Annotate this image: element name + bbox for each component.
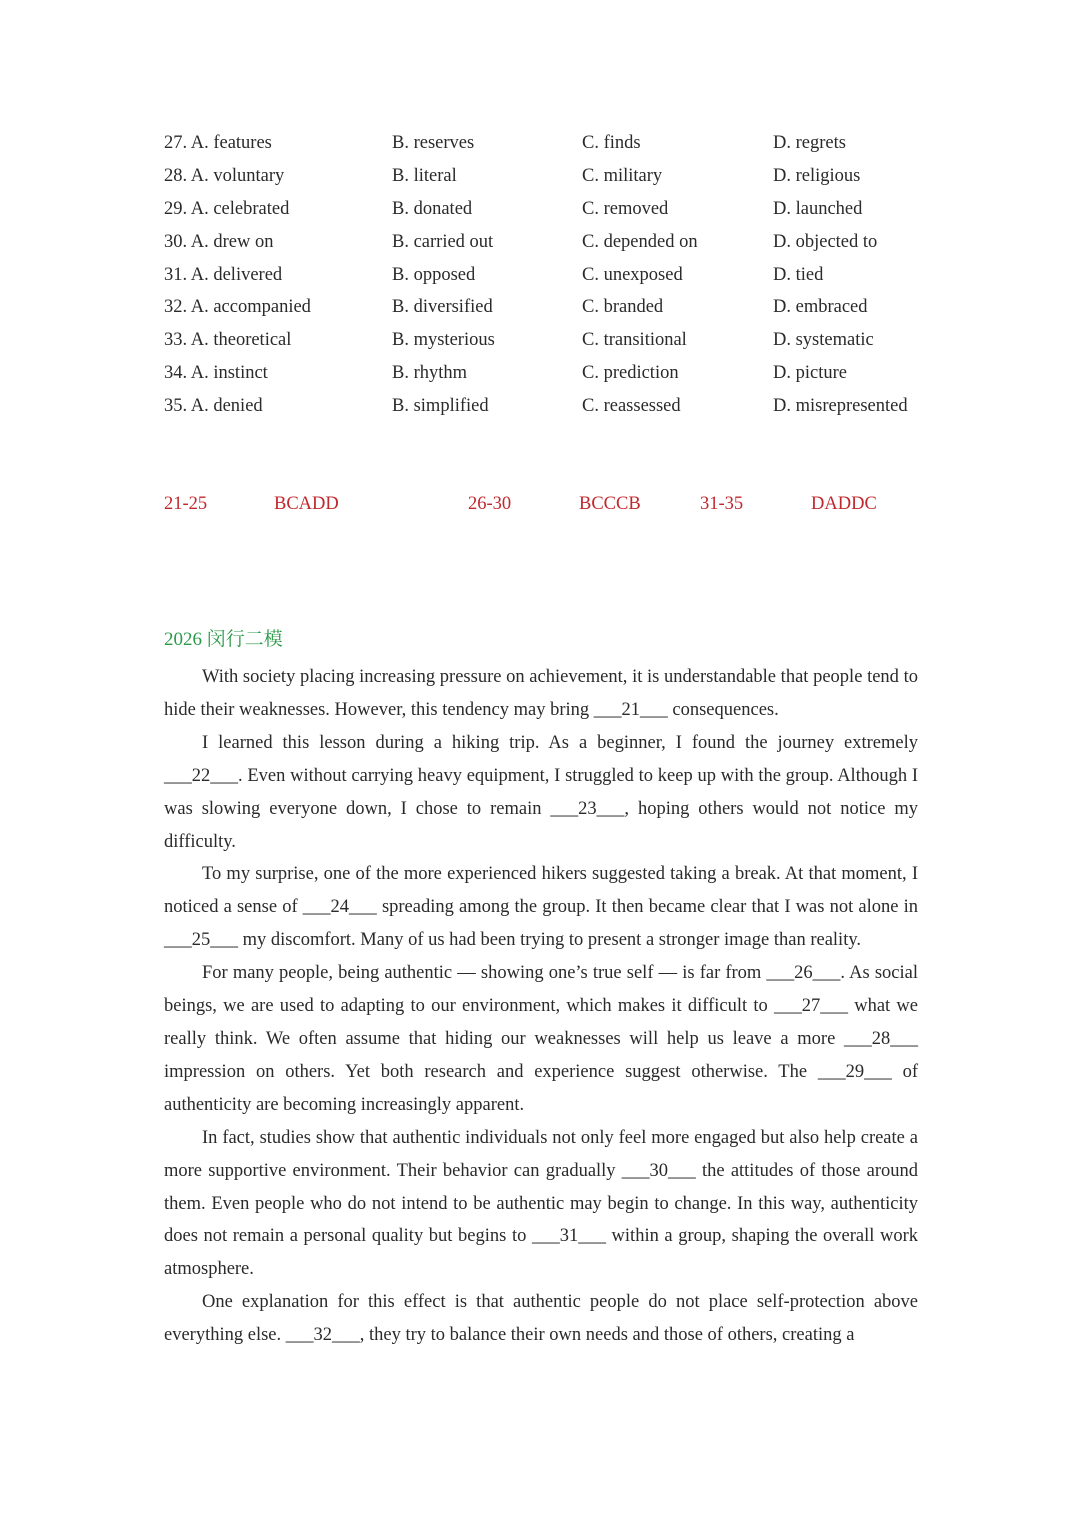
option-a: 29. A. celebrated — [164, 198, 290, 219]
option-c: C. prediction — [582, 363, 679, 384]
option-b: B. rhythm — [392, 363, 468, 384]
option-b: B. literal — [392, 165, 457, 186]
option-b: B. diversified — [392, 297, 493, 318]
option-c: C. finds — [582, 133, 641, 153]
option-d: D. religious — [773, 165, 861, 186]
option-c: C. removed — [582, 198, 669, 219]
option-d: D. objected to — [773, 231, 878, 252]
option-c: C. branded — [582, 297, 664, 318]
option-b: B. reserves — [392, 133, 475, 153]
option-row-35 — [164, 390, 924, 423]
answer-letters: BCADD — [274, 494, 339, 514]
option-row-32 — [164, 291, 924, 324]
options-table — [164, 127, 924, 423]
paragraph: One explanation for this effect is that authentic people do not place self-protection above everything else. ___32___, they try to balance their own needs and those of others, creating a — [164, 1292, 918, 1346]
option-b: B. opposed — [392, 264, 476, 285]
option-b: B. carried out — [392, 231, 494, 252]
option-a: 31. A. delivered — [164, 264, 283, 285]
option-row-31 — [164, 259, 924, 292]
answer-letters: DADDC — [811, 494, 877, 514]
option-a: 30. A. drew on — [164, 231, 274, 252]
answer-letters: BCCCB — [579, 494, 641, 514]
option-a: 35. A. denied — [164, 396, 263, 417]
option-c: C. reassessed — [582, 396, 681, 417]
answer-key — [164, 488, 924, 520]
option-row-29 — [164, 193, 924, 226]
option-a: 34. A. instinct — [164, 363, 268, 384]
paragraph: To my surprise, one of the more experienced hikers suggested taking a break. At that moment, I noticed a sense of ___24___ spreading among the group. It then became clear that I was not alone in ___25___ my discomfort. Many of us had been trying to present a stronger image than reality. — [164, 864, 918, 951]
option-d: D. regrets — [773, 133, 846, 153]
option-d: D. picture — [773, 363, 847, 384]
option-row-28 — [164, 160, 924, 193]
option-d: D. tied — [773, 264, 824, 285]
answer-range: 21-25 — [164, 494, 208, 514]
option-b: B. mysterious — [392, 330, 495, 351]
option-c: C. depended on — [582, 231, 698, 252]
paragraph: I learned this lesson during a hiking trip. As a beginner, I found the journey extremely ___22___. Even without carrying heavy equipment, I struggled to keep up with the group. Although I was slowing everyone down, I chose to remain ___23___, hoping others would not notice my difficulty. — [164, 732, 918, 852]
paragraph: With society placing increasing pressure on achievement, it is understandable that people tend to hide their weaknesses. However, this tendency may bring ___21___ consequences. — [164, 667, 918, 720]
option-a: 32. A. accompanied — [164, 297, 311, 318]
option-d: D. launched — [773, 198, 863, 219]
option-row-30 — [164, 226, 924, 259]
option-b: B. simplified — [392, 396, 489, 417]
option-c: C. military — [582, 165, 663, 186]
option-a: 27. A. features — [164, 133, 272, 153]
paragraph: In fact, studies show that authentic individuals not only feel more engaged but also help create a more supportive environment. Their behavior can gradually ___30___ the attitudes of those around them. Even people who do not intend to be authentic may begin to change. In this way, authenticity does not remain a personal quality but begins to ___31___ within a group, shaping the overall work atmosphere. — [164, 1127, 918, 1280]
option-row-27 — [164, 127, 924, 160]
answer-range: 26-30 — [468, 494, 512, 514]
option-c: C. unexposed — [582, 264, 683, 285]
passage — [164, 661, 918, 1352]
option-b: B. donated — [392, 198, 473, 219]
option-d: D. embraced — [773, 297, 868, 318]
answer-range: 31-35 — [700, 494, 744, 514]
option-a: 28. A. voluntary — [164, 165, 285, 186]
option-row-34 — [164, 357, 924, 390]
option-c: C. transitional — [582, 330, 687, 351]
section-title: 2026 闵行二模 — [164, 629, 283, 650]
paragraph: For many people, being authentic — showing one’s true self — is far from ___26___. As social beings, we are used to adapting to our environment, which makes it difficult to ___27___ what we really think. We often assume that hiding our weaknesses will help us leave a more ___28___ impression on others. Yet both research and experience suggest otherwise. The ___29___ of authenticity are becoming increasingly apparent. — [164, 963, 918, 1115]
option-row-33 — [164, 324, 924, 357]
option-d: D. misrepresented — [773, 396, 908, 417]
option-d: D. systematic — [773, 330, 874, 351]
option-a: 33. A. theoretical — [164, 330, 292, 351]
